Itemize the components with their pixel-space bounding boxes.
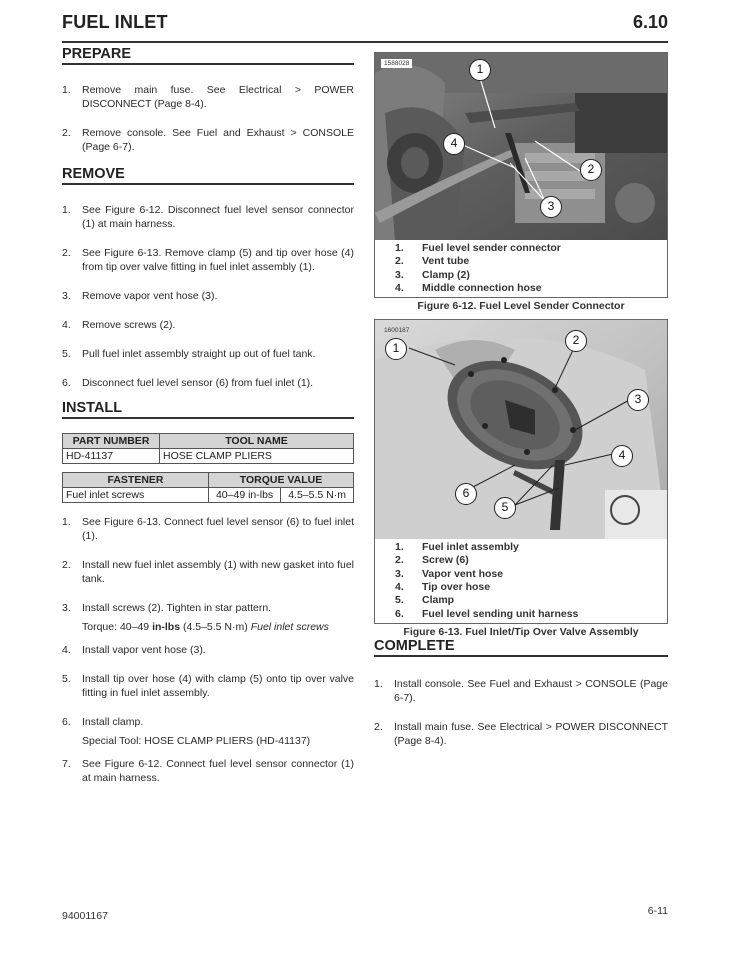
table-cell: 40–49 in-lbs [209, 488, 281, 503]
page-title: FUEL INLET [62, 12, 168, 32]
figure-caption: Figure 6-12. Fuel Level Sender Connector [417, 300, 625, 313]
fuel-inlet-illustration [375, 320, 667, 539]
callout-4: 4 [611, 445, 633, 467]
section-number: 6.10 [632, 12, 668, 32]
table-cell: 4.5–5.5 N·m [281, 488, 354, 503]
tools-table [62, 433, 354, 464]
legend-item: 2. Screw (6) [395, 554, 469, 567]
table-header: TOOL NAME [160, 434, 354, 449]
figure-6-13 [374, 319, 668, 624]
engine-photo [375, 53, 667, 240]
list-item: 1. See Figure 6-13. Connect fuel level sensor (6) to fuel inlet (1). [62, 516, 354, 542]
legend-item: 3. Vapor vent hose [395, 567, 504, 580]
callout-4: 4 [443, 133, 465, 155]
table-cell: Fuel inlet screws [63, 488, 209, 503]
figure-code: 1588028 [381, 59, 412, 68]
callout-1: 1 [469, 59, 491, 81]
install-heading: INSTALL [62, 400, 354, 419]
footer-page-number: 6-11 [647, 905, 668, 917]
prepare-steps [62, 83, 354, 154]
list-item: 4. Remove screws (2). [62, 319, 176, 331]
list-item: 1. Remove main fuse. See Electrical > POWER DISCONNECT (Page 8-4). [62, 84, 354, 110]
figure-legend [375, 240, 667, 297]
figure-caption: Figure 6-13. Fuel Inlet/Tip Over Valve Assembly [403, 625, 639, 638]
header-rule [62, 41, 668, 43]
legend-item: 5. Clamp [395, 594, 455, 607]
legend-item: 4. Tip over hose [395, 581, 491, 594]
figure-6-12 [374, 52, 668, 298]
legend-item: 3. Clamp (2) [395, 268, 470, 281]
legend-item: 2. Vent tube [395, 255, 470, 268]
list-item: 3. Remove vapor vent hose (3). [62, 290, 218, 302]
list-item: 2. See Figure 6-13. Remove clamp (5) and tip over hose (4) from tip over valve fitting in fuel inlet assembly (1). [62, 247, 354, 273]
callout-6: 6 [455, 483, 477, 505]
remove-heading: REMOVE [62, 166, 354, 185]
left-column [62, 46, 354, 800]
table-cell: HOSE CLAMP PLIERS [160, 449, 354, 464]
table-header: TORQUE VALUE [209, 473, 354, 488]
table-row [63, 488, 354, 503]
list-item: 5. Pull fuel inlet assembly straight up out of fuel tank. [62, 348, 316, 360]
legend-item: 1. Fuel inlet assembly [395, 541, 519, 554]
document-number: 94001167 [62, 910, 108, 922]
table-cell: HD-41137 [63, 449, 160, 464]
table-header: PART NUMBER [63, 434, 160, 449]
table-row [63, 449, 354, 464]
list-item: 2. Install main fuse. See Electrical > POWER DISCONNECT (Page 8-4). [374, 720, 668, 747]
callout-2: 2 [565, 330, 587, 352]
figure-legend [375, 539, 667, 623]
callout-2: 2 [580, 159, 602, 181]
list-item: 1. See Figure 6-12. Disconnect fuel level sensor connector (1) at main harness. [62, 204, 354, 230]
table-header: FASTENER [63, 473, 209, 488]
prepare-heading: PREPARE [62, 46, 354, 65]
legend-item: 1. Fuel level sender connector [395, 242, 561, 254]
complete-steps [374, 677, 668, 748]
list-item: 6. Disconnect fuel level sensor (6) from fuel inlet (1). [62, 377, 314, 389]
callout-5: 5 [494, 497, 516, 519]
legend-item: 6. Fuel level sending unit harness [395, 607, 579, 620]
list-item: 3. Install screws (2). Tighten in star pattern. Torque: 40–49 in-lbs (4.5–5.5 N·m) Fuel inlet screws [62, 601, 354, 634]
remove-steps [62, 203, 354, 390]
install-steps [62, 515, 354, 785]
special-tool-note: Special Tool: HOSE CLAMP PLIERS (HD-41137) [82, 735, 311, 747]
callout-1: 1 [385, 338, 407, 360]
list-item: 7. See Figure 6-12. Connect fuel level sensor connector (1) at main harness. [62, 758, 354, 784]
figure-code: 1600187 [384, 327, 410, 335]
list-item: 4. Install vapor vent hose (3). [62, 644, 206, 656]
complete-heading: COMPLETE [374, 638, 668, 657]
list-item: 1. Install console. See Fuel and Exhaust > CONSOLE (Page 6-7). [374, 677, 668, 704]
list-item: 6. Install clamp. Special Tool: HOSE CLAMP PLIERS (HD-41137) [62, 715, 354, 748]
torque-table [62, 472, 354, 503]
list-item: 5. Install tip over hose (4) with clamp (5) onto tip over valve fitting in fuel inlet assembly. [62, 673, 354, 699]
right-column [374, 52, 668, 763]
fuel-inlet-photo [375, 320, 667, 539]
callout-3: 3 [540, 196, 562, 218]
torque-spec: Torque: 40–49 in-lbs (4.5–5.5 N·m) Fuel inlet screws [82, 621, 329, 633]
engine-illustration [375, 53, 667, 240]
list-item: 2. Install new fuel inlet assembly (1) with new gasket into fuel tank. [62, 559, 354, 585]
list-item: 2. Remove console. See Fuel and Exhaust > CONSOLE (Page 6-7). [62, 127, 354, 153]
legend-item: 4. Middle connection hose [395, 281, 542, 294]
callout-3: 3 [627, 389, 649, 411]
